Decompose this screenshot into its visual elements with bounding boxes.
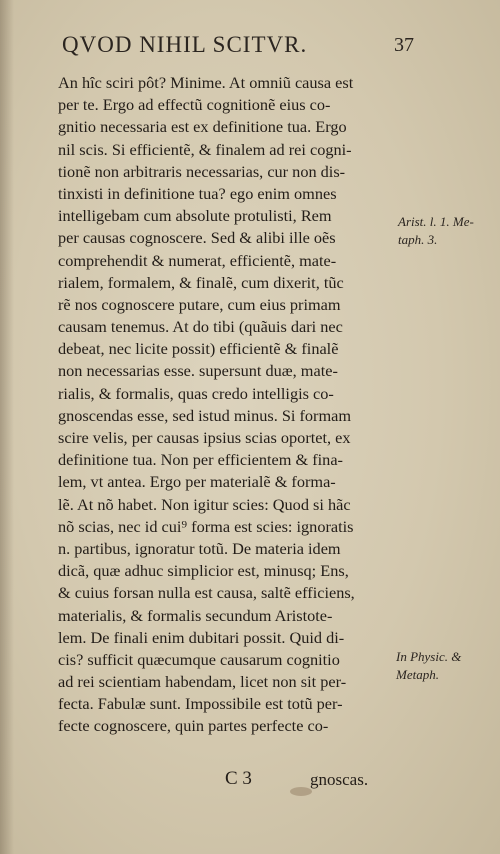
text-line: intelligebam cum absolute protulisti, Rem [58, 206, 332, 226]
text-line: n. partibus, ignoratur totũ. De materia idem [58, 538, 341, 558]
text-line: An hîc sciri pôt? Minime. At omniũ causa est [58, 73, 354, 92]
text-line: lẽ. At nõ habet. Non igitur scies: Quod si hãc [58, 494, 351, 514]
text-line: gnoscendas esse, sed istud minus. Si formam [58, 405, 352, 425]
text-line: tinxisti in definitione tua? ego enim omnes [58, 183, 337, 203]
text-line: scire velis, per causas ipsius scias oportet, ex [58, 428, 351, 447]
catchword: gnoscas. [310, 770, 369, 789]
text-line: materialis, & formalis secundum Aristote- [58, 605, 333, 625]
text-line: dicã, quæ adhuc simplicior est, minusq; Ens, [58, 561, 349, 581]
page-number: 37 [394, 34, 414, 56]
text-line: causam tenemus. At do tibi (quãuis dari nec [58, 317, 343, 337]
text-line: & cuius forsan nulla est causa, saltẽ efficiens, [58, 583, 355, 603]
text-line: rialis, & formalis, quas credo intelligis co- [58, 383, 334, 403]
text-line: comprehendit & numerat, efficientẽ, mate- [58, 250, 337, 270]
text-line: cis? sufficit quæcumque causarum cognitio [58, 649, 340, 669]
body-text [58, 72, 398, 738]
text-line: non necessarias esse. supersunt duæ, mate- [58, 361, 338, 381]
running-head: QVOD NIHIL SCITVR. [62, 32, 308, 57]
text-line: lem, vt antea. Ergo per materialẽ & forma- [58, 472, 336, 492]
text-line: nil scis. Si efficientẽ, & finalem ad rei cogni- [58, 139, 352, 159]
text-line: per causas cognoscere. Sed & alibi ille oẽs [58, 228, 336, 248]
text-line: ad rei scientiam habendam, licet non sit per- [58, 672, 347, 692]
margin-note-physics-metaphysics [396, 648, 461, 684]
margin-note-line: Metaph. [396, 667, 439, 682]
text-line: nõ scias, nec id cui⁹ forma est scies: ignoratis [58, 516, 354, 536]
ink-stain [290, 787, 312, 796]
text-line: debeat, nec licite possit) efficientẽ & finalẽ [58, 339, 339, 359]
text-line: rẽ nos cognoscere putare, cum eius primam [58, 294, 341, 314]
binding-shadow [0, 0, 14, 854]
text-line: fecta. Fabulæ sunt. Impossibile est totũ per- [58, 694, 343, 714]
page-footer [0, 768, 500, 798]
margin-note-line: In Physic. & [396, 649, 462, 664]
page-header [62, 32, 414, 66]
margin-note-aristotle-metaphysics [398, 213, 474, 249]
text-line: rialem, formalem, & finalẽ, cum dixerit, tũc [58, 272, 344, 292]
signature-mark: C 3 [225, 768, 252, 789]
text-line: definitione tua. Non per efficientem & fina- [58, 450, 343, 470]
margin-note-line: Arist. l. 1. Me- [398, 214, 474, 229]
text-line: per te. Ergo ad effectũ cognitionẽ eius co- [58, 95, 331, 115]
text-line: gnitio necessaria est ex definitione tua. Ergo [58, 117, 347, 137]
text-line: fecte cognoscere, quin partes perfecte co- [58, 716, 329, 736]
text-line: lem. De finali enim dubitari possit. Quid di- [58, 627, 345, 647]
margin-note-line: taph. 3. [398, 232, 438, 247]
text-line: tionẽ non arbitraris necessarias, cur non dis- [58, 161, 346, 181]
